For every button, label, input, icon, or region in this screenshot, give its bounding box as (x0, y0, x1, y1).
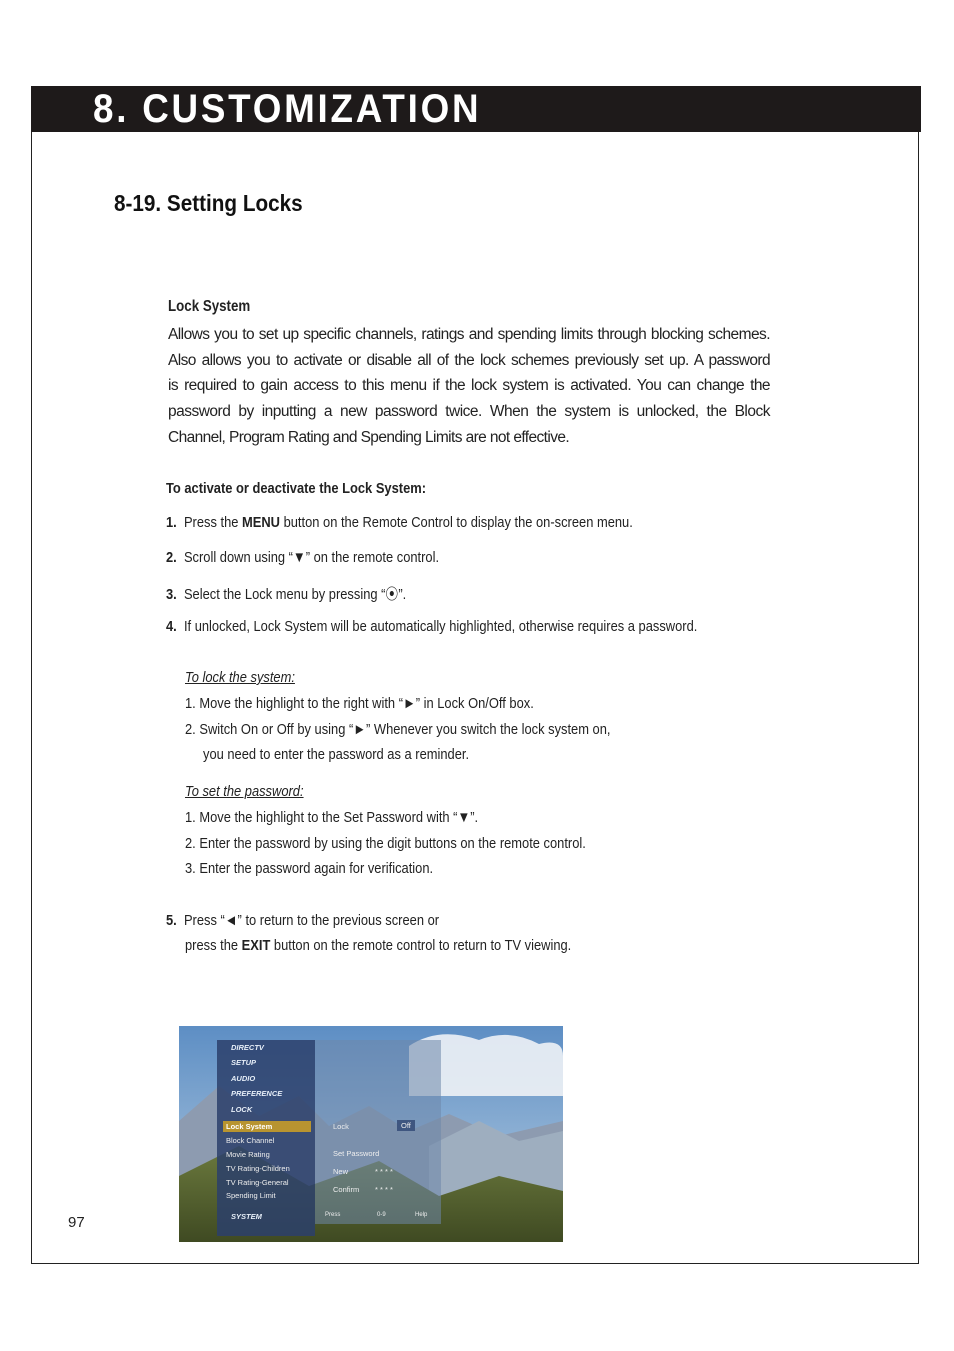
new-password-stars: * * * * (375, 1167, 393, 1176)
menu-item: DIRECTV (231, 1043, 264, 1052)
exit-keyword: EXIT (241, 937, 271, 954)
lock-value: Off (397, 1120, 415, 1131)
step-text: button on the remote control to return to TV viewing. (270, 937, 572, 954)
lock-system-heading: Lock System (168, 298, 251, 315)
step-number: 2. (166, 549, 177, 566)
submenu-item: Spending Limit (226, 1191, 276, 1200)
step-text: press the (185, 937, 242, 954)
step-text: Press the (183, 514, 243, 531)
tv-screen-image (179, 1026, 563, 1242)
paragraph-line: Also allows you to activate or disable all of the lock schemes previously set up. A password (168, 351, 770, 369)
lock-label: Lock (333, 1122, 349, 1131)
step-text: button on the Remote Control to display the on-screen menu. (280, 514, 633, 531)
hint-help: Help (415, 1212, 428, 1218)
password-sub-item: 2. Enter the password by using the digit buttons on the remote control. (185, 835, 586, 852)
submenu-item: TV Rating-Children (226, 1164, 290, 1173)
hint-digits: 0-9 (377, 1212, 386, 1218)
hint-press: Press (325, 1212, 341, 1218)
step-number: 5. (166, 912, 177, 929)
step-text: Press “◄” to return to the previous screen or (183, 912, 440, 929)
step-text: Scroll down using “▼” on the remote control. (183, 549, 440, 566)
procedure-heading: To activate or deactivate the Lock System: (166, 480, 427, 497)
chapter-banner (31, 86, 921, 132)
set-password-label: Set Password (333, 1149, 380, 1158)
submenu-item: Movie Rating (226, 1150, 270, 1159)
step-number: 1. (166, 514, 177, 531)
password-subheading: To set the password: (185, 783, 304, 800)
confirm-password-label: Confirm (333, 1185, 360, 1194)
step-1 (166, 514, 633, 531)
paragraph-line: password by inputting a new password twice. When the system is unlocked, the Block (168, 403, 770, 421)
step-number: 3. (166, 586, 177, 603)
lock-sub-item: 2. Switch On or Off by using “►” Whenever you switch the lock system on, (185, 721, 611, 738)
confirm-password-stars: * * * * (375, 1185, 393, 1194)
lock-sub-item: you need to enter the password as a reminder. (203, 746, 470, 763)
step-4 (166, 618, 697, 635)
menu-keyword: MENU (242, 514, 281, 531)
lock-sub-item: 1. Move the highlight to the right with “►” in Lock On/Off box. (185, 695, 534, 712)
chapter-title: 8. CUSTOMIZATION (93, 87, 482, 131)
paragraph-line: Channel, Program Rating and Spending Limits are not effective. (168, 428, 570, 446)
step-text: If unlocked, Lock System will be automatically highlighted, otherwise requires a password. (183, 618, 698, 635)
submenu-item-selected: Lock System (226, 1122, 273, 1131)
password-sub-item: 3. Enter the password again for verification. (185, 860, 434, 877)
step-text: Select the Lock menu by pressing “⦿”. (183, 586, 407, 603)
step-5 (166, 912, 439, 929)
section-title: 8-19. Setting Locks (114, 190, 303, 216)
step-3 (166, 583, 406, 604)
menu-item: SETUP (231, 1058, 257, 1067)
password-sub-item: 1. Move the highlight to the Set Password with “▼”. (185, 809, 479, 826)
new-password-label: New (333, 1167, 349, 1176)
menu-item: LOCK (231, 1105, 253, 1114)
lock-subheading: To lock the system: (185, 669, 295, 686)
paragraph-line: Allows you to set up specific channels, ratings and spending limits through blocking schemes. (168, 326, 770, 343)
lock-system-paragraph (168, 322, 770, 451)
menu-item: PREFERENCE (231, 1089, 283, 1098)
submenu-item: TV Rating-General (226, 1178, 289, 1187)
menu-item-system: SYSTEM (231, 1212, 262, 1221)
page-number: 97 (68, 1214, 85, 1231)
menu-item: AUDIO (231, 1074, 256, 1083)
step-2 (166, 549, 439, 566)
submenu-item: Block Channel (226, 1136, 275, 1145)
paragraph-line: is required to gain access to this menu if the lock system is activated. You can change the (168, 377, 770, 395)
step-number: 4. (166, 618, 177, 635)
step-5-continued (185, 937, 571, 954)
